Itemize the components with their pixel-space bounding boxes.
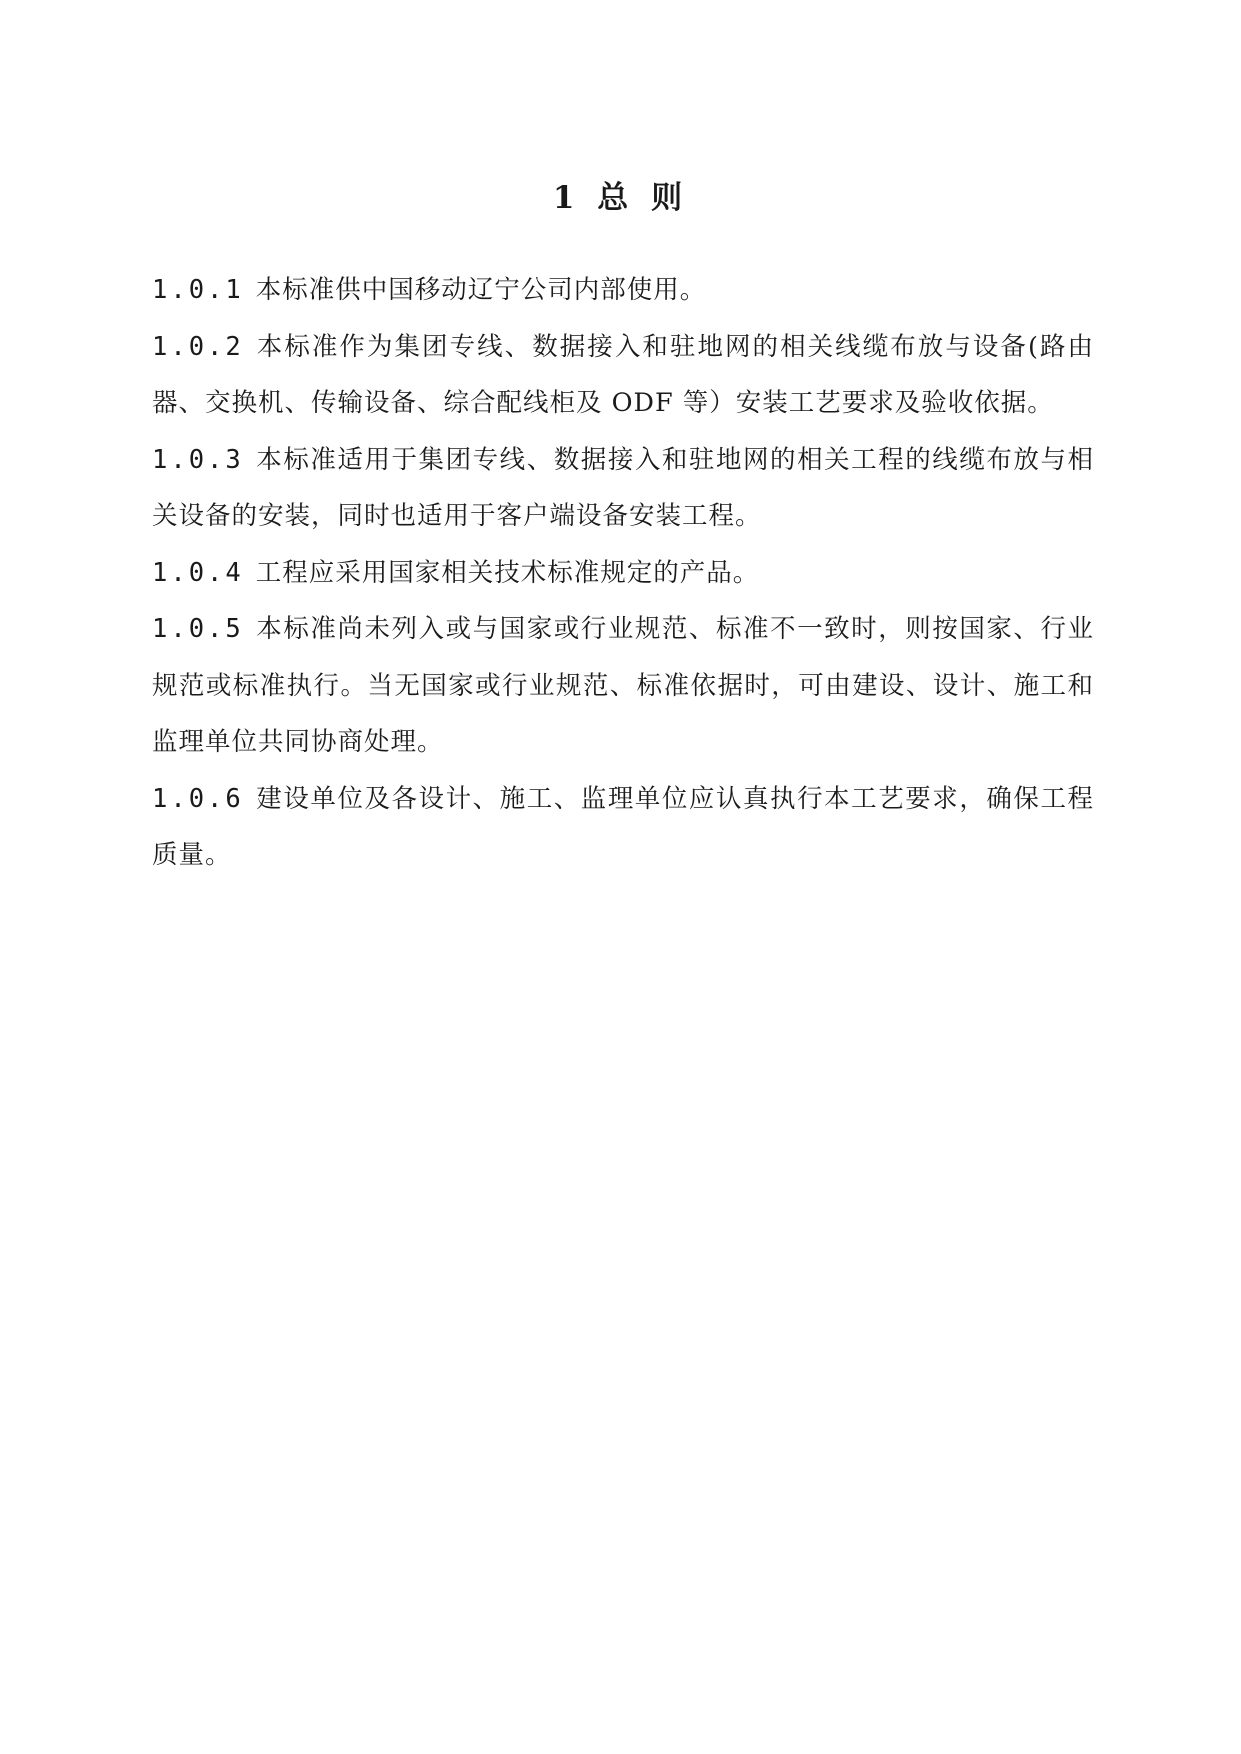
- clause-number: 1.0.2: [152, 331, 244, 362]
- clause-1-0-1: [152, 262, 1094, 319]
- clause-number: 1.0.4: [152, 557, 244, 588]
- clause-text: 建设单位及各设计、施工、监理单位应认真执行本工艺要求，确保工程质量。: [152, 783, 1094, 870]
- clause-1-0-4: [152, 545, 1094, 602]
- clause-1-0-5: [152, 601, 1094, 771]
- clause-1-0-6: [152, 771, 1094, 884]
- clause-list: [152, 262, 1094, 884]
- clause-text: 工程应采用国家相关技术标准规定的产品。: [255, 557, 760, 588]
- clause-text: 本标准适用于集团专线、数据接入和驻地网的相关工程的线缆布放与相关设备的安装，同时也适用于客户端设备安装工程。: [152, 444, 1094, 531]
- clause-number: 1.0.5: [152, 614, 244, 644]
- clause-number: 1.0.6: [152, 783, 244, 814]
- clause-1-0-2: [152, 319, 1094, 432]
- chapter-title: 1 总 则: [552, 180, 689, 216]
- clause-number: 1.0.3: [152, 444, 244, 475]
- clause-number: 1.0.1: [152, 275, 244, 305]
- clause-text: 本标准作为集团专线、数据接入和驻地网的相关线缆布放与设备(路由器、交换机、传输设备、综合配线柜及 ODF 等）安装工艺要求及验收依据。: [152, 331, 1094, 418]
- clause-1-0-3: [152, 432, 1094, 545]
- clause-text: 本标准尚未列入或与国家或行业规范、标准不一致时，则按国家、行业规范或标准执行。当无国家或行业规范、标准依据时，可由建设、设计、施工和监理单位共同协商处理。: [152, 614, 1094, 757]
- clause-text: 本标准供中国移动辽宁公司内部使用。: [255, 275, 707, 305]
